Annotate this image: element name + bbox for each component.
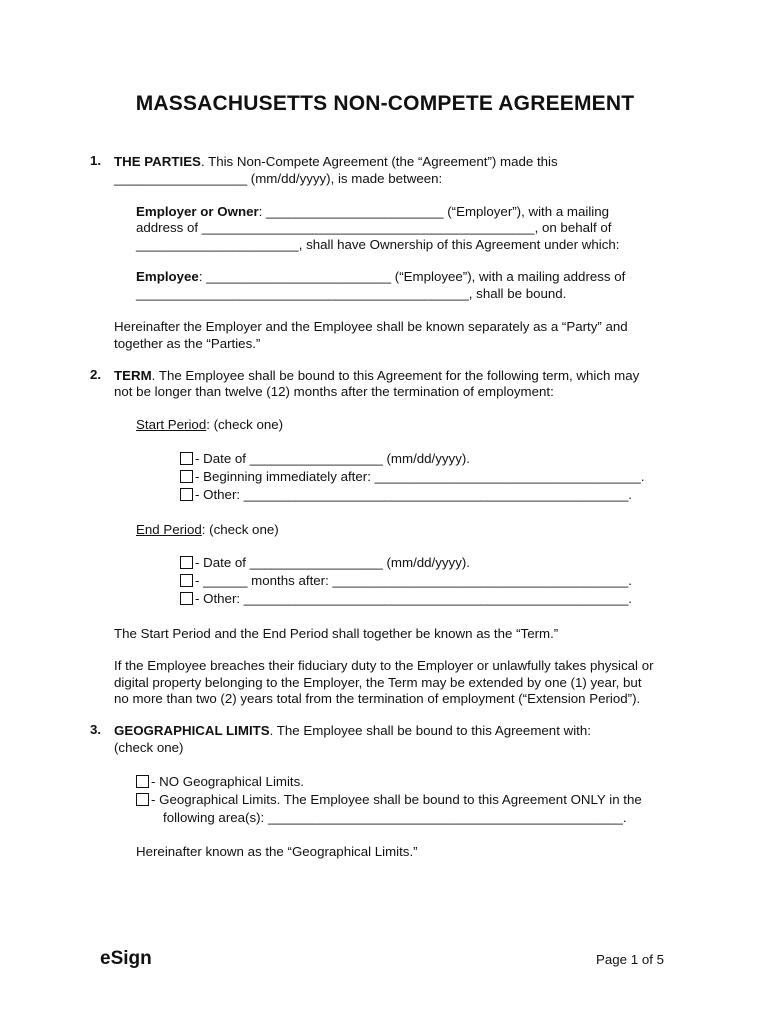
start-date-checkbox[interactable] [180, 452, 193, 465]
employee-field: : _________________________ (“Employee”), with a mailing address of [198, 269, 626, 284]
geo-limits-text: - Geographical Limits. The Employee shall be bound to this Agreement ONLY in the [151, 792, 642, 807]
start-period-heading [136, 416, 283, 433]
end-period-instruction: : (check one) [201, 522, 279, 537]
section-1-intro: . This Non-Compete Agreement (the “Agreement”) made this [200, 154, 558, 169]
end-period-heading [136, 521, 279, 538]
section-2-intro: . The Employee shall be bound to this Agreement for the following term, which may [151, 368, 640, 383]
start-other-text: - Other: ____________________________________________________. [195, 487, 633, 502]
section-3-heading: GEOGRAPHICAL LIMITS [114, 723, 270, 738]
employee-line-2: _____________________________________________, shall be bound. [136, 286, 567, 301]
start-date-text: - Date of __________________ (mm/dd/yyyy). [195, 451, 470, 466]
geo-option-limits[interactable] [136, 791, 642, 808]
start-beginning-text: - Beginning immediately after: ____________________________________. [195, 469, 645, 484]
end-months-checkbox[interactable] [180, 574, 193, 587]
section-2-line-2: not be longer than twelve (12) months after the termination of employment: [114, 384, 554, 399]
employer-line-2: address of _____________________________________________, on behalf of [136, 220, 612, 235]
extension-paragraph-line-2: digital property belonging to the Employer, the Term may be extended by one (1) year, but [114, 675, 642, 690]
section-3-number: 3. [90, 722, 102, 737]
end-months-text: - ______ months after: ________________________________________. [195, 573, 632, 588]
end-option-other[interactable] [180, 590, 632, 607]
extension-paragraph-line-1: If the Employee breaches their fiduciary duty to the Employer or unlawfully takes physical or [114, 658, 654, 673]
start-option-beginning[interactable] [180, 468, 645, 485]
term-definition: The Start Period and the End Period shall together be known as the “Term.” [114, 626, 559, 641]
parties-paragraph-line-2: together as the “Parties.” [114, 336, 261, 351]
section-1-heading: THE PARTIES [114, 154, 201, 169]
geo-option-none[interactable] [136, 773, 304, 790]
parties-paragraph-line-1: Hereinafter the Employer and the Employee shall be known separately as a “Party” and [114, 319, 628, 334]
start-other-checkbox[interactable] [180, 488, 193, 501]
esign-logo: eSign [100, 948, 152, 969]
employer-field: : ________________________ (“Employer”), with a mailing [258, 204, 610, 219]
end-option-months[interactable] [180, 572, 632, 589]
section-1-line-1 [114, 153, 558, 170]
employee-label: Employee [136, 269, 199, 284]
end-option-date[interactable] [180, 554, 470, 571]
geo-limits-area-line: following area(s): ________________________________________________. [163, 810, 627, 825]
section-2-heading: TERM [114, 368, 152, 383]
employer-line-3: ______________________, shall have Ownership of this Agreement under which: [136, 237, 620, 252]
end-other-text: - Other: ____________________________________________________. [195, 591, 633, 606]
section-2-number: 2. [90, 367, 102, 382]
section-3-line-1 [114, 722, 591, 739]
section-3-line-2: (check one) [114, 740, 184, 755]
geo-limits-checkbox[interactable] [136, 793, 149, 806]
end-other-checkbox[interactable] [180, 592, 193, 605]
end-period-label: End Period [136, 522, 202, 537]
start-period-label: Start Period [136, 417, 207, 432]
geo-none-checkbox[interactable] [136, 775, 149, 788]
document-title: MASSACHUSETTS NON-COMPETE AGREEMENT [135, 92, 635, 115]
start-period-instruction: : (check one) [206, 417, 284, 432]
employer-line-1 [136, 203, 609, 220]
section-1-line-2: __________________ (mm/dd/yyyy), is made between: [114, 171, 443, 186]
geo-limits-definition: Hereinafter known as the “Geographical Limits.” [136, 844, 418, 859]
employee-line-1 [136, 268, 625, 285]
end-date-checkbox[interactable] [180, 556, 193, 569]
page-number: Page 1 of 5 [596, 952, 665, 967]
section-2-line-1 [114, 367, 639, 384]
extension-paragraph-line-3: no more than two (2) years total from the termination of employment (“Extension Period”). [114, 691, 641, 706]
start-option-date[interactable] [180, 450, 470, 467]
section-1-number: 1. [90, 153, 102, 168]
section-3-intro: . The Employee shall be bound to this Agreement with: [269, 723, 591, 738]
start-option-other[interactable] [180, 486, 632, 503]
geo-none-text: - NO Geographical Limits. [151, 774, 304, 789]
end-date-text: - Date of __________________ (mm/dd/yyyy). [195, 555, 470, 570]
start-beginning-checkbox[interactable] [180, 470, 193, 483]
employer-label: Employer or Owner [136, 204, 259, 219]
